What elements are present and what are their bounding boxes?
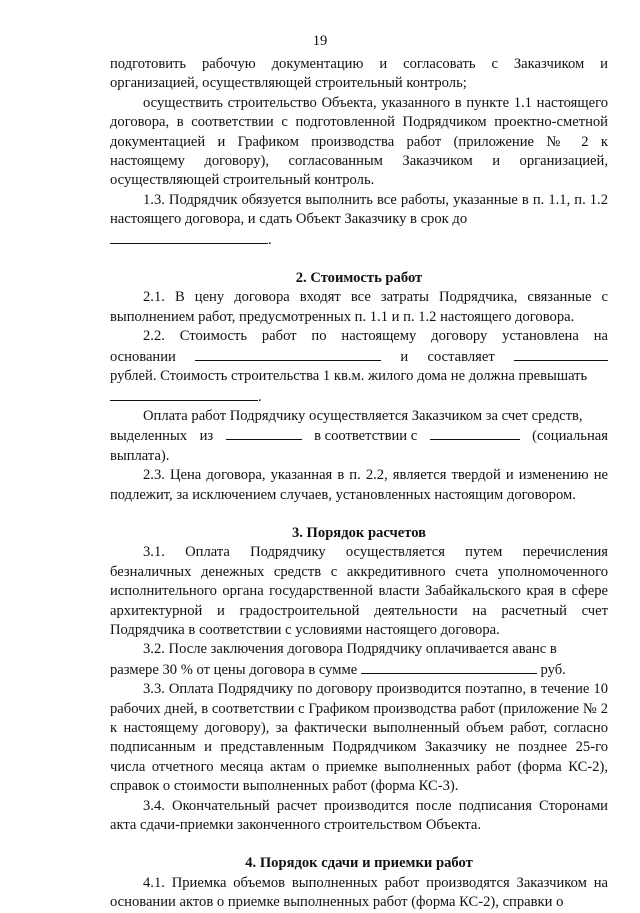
paragraph-1-3 [110,191,608,230]
paragraph-3-1: 3.1. Оплата Подрядчику осуществляется путем перечисления безналичных денежных средств с аккредитивного счета уполномоченного исполнительного органа государственной власти Забайкальского края в сфере архитектурной и градостроительной деятельности на расчетный счет Подрядчика в соответствии с условиями настоящего договора. [110,544,608,638]
paragraph-3-2: 3.2. После заключения договора Подрядчику оплачивается аванс в [143,641,557,658]
paragraph-3-2-line [110,660,608,680]
paragraph-4-1: 4.1. Приемка объемов выполненных работ производятся Заказчиком на основании актов о приемке выполненных работ (форма КС-2), справки о [110,874,608,911]
paragraph-2-2-cont: рублей. Стоимость строительства 1 кв.м. жилого дома не должна превышать [110,368,588,385]
section-title: 3. Порядок расчетов [291,524,427,541]
text-fragment: выделенных [110,428,188,445]
paragraph: осуществить строительство Объекта, указанного в пункте 1.1 настоящего договора, в соответствии с подготовленной Подрядчиком проектно-сметной документацией и Графиком производства работ (приложение № 2 к настоящему договору), согласованным Заказчиком и организацией, осуществляющей строительный контроль. [110,94,608,189]
section-title: 2. Стоимость работ [295,270,423,287]
section-title: 4. Порядок сдачи и приемки работ [245,855,473,872]
blank-field [195,347,381,361]
paragraph-1-3-blank-line [110,230,608,250]
blank-field [110,230,268,244]
paragraph-2-2-line [110,347,608,367]
text-fragment: руб. [540,661,566,678]
paragraph-2-1: 2.1. В цену договора входят все затраты Подрядчика, связанные с выполнением работ, предусмотренных п. 1.1 и п. 1.2 настоящего договора. [110,289,608,325]
paragraph-payment: Оплата работ Подрядчику осуществляется Заказчиком за счет средств, [143,407,583,424]
paragraph-2-2: 2.2. Стоимость работ по настоящему договору установлена на [143,328,608,345]
text-fragment: в соответствии с [314,428,418,445]
paragraph-3-4: 3.4. Окончательный расчет производится после подписания Сторонами акта сдачи-приемки законченного строительством Объекта. [110,797,608,834]
punct: . [258,388,262,405]
blank-field [514,347,608,361]
paragraph: подготовить рабочую документацию и согласовать с Заказчиком и организацией, осуществляющей строительный контроль; [110,56,608,92]
paragraph-1-3-text: 1.3. Подрядчик обязуется выполнить все работы, указанные в п. 1.1, п. 1.2 настоящего договора, и сдать Объект Заказчику в срок до [110,191,608,228]
page-number: 19 [312,33,328,49]
text-fragment: составляет [427,348,495,365]
document-body [110,55,608,913]
paragraph-2-2-blank-line [110,387,608,407]
text-fragment: и [400,348,409,365]
blank-field [226,426,302,440]
text-fragment: размере 30 % от цены договора в сумме [110,661,358,678]
blank-field [430,426,520,440]
blank-field [110,387,258,401]
text-fragment: из [199,428,214,445]
paragraph-payment-line [110,426,608,446]
blank-field [361,660,537,674]
punct: . [268,231,272,248]
text-fragment: (социальная [532,428,608,445]
paragraph-3-3: 3.3. Оплата Подрядчику по договору производится поэтапно, в течение 10 рабочих дней, в соответствии с Графиком производства работ (приложение № 2 к настоящему договору), за фактически выполненный объем работ, согласно подписанным и представленным Подрядчиком Заказчику не позднее 25-го числа отчетного месяца актам о приемке выполненных работ (форма КС-2), справок о стоимости выполненных работ (форма КС-3). [110,681,608,795]
paragraph-payment-end: выплата). [110,447,170,464]
paragraph-2-3: 2.3. Цена договора, указанная в п. 2.2, является твердой и изменению не подлежит, за исключением случаев, установленных настоящим договором. [110,467,608,503]
text-fragment: основании [110,348,176,365]
